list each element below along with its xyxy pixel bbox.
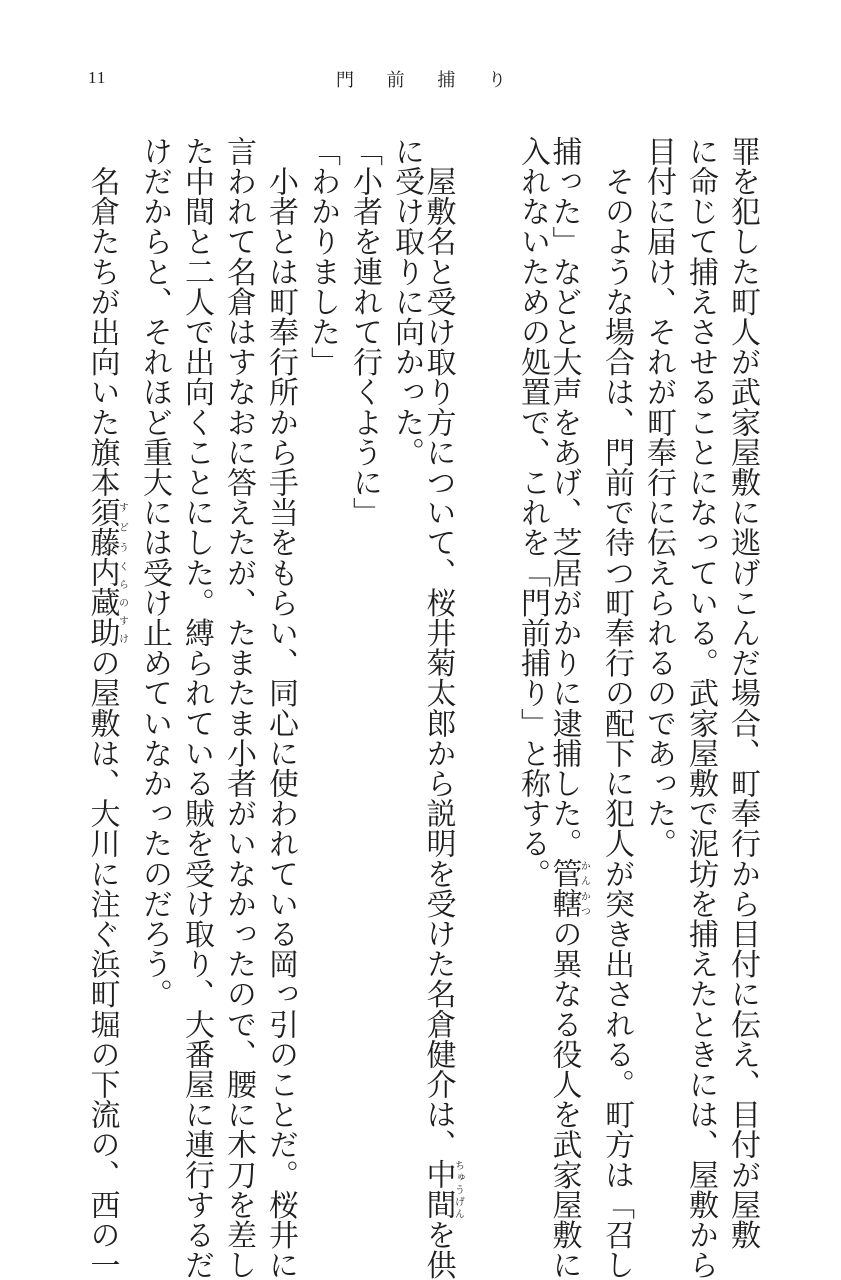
ruby-base: 中間	[420, 1159, 456, 1220]
text-line: 「小者を連れて行くように」	[347, 136, 382, 528]
text-line: 目付に届け、それが町奉行に伝えられるのであった。	[641, 136, 676, 859]
text-line-part: 捕った」などと大声をあげ、芝居がかりに逮捕した。	[546, 136, 582, 859]
text-line: 罪を犯した町人が武家屋敷に逃げこんだ場合、町奉行から目付に伝え、目付が屋敷	[725, 136, 760, 1250]
running-title-char: り	[487, 70, 506, 91]
ruby-chugen	[420, 1159, 464, 1220]
ruby-base: 内蔵助	[84, 557, 120, 648]
text-line-part: そのような場合は、門前で待つ町奉行の配下に犯人が突き出される。町方は「召し	[599, 136, 634, 1280]
page-number: 11	[88, 68, 107, 87]
running-title	[336, 66, 506, 90]
ruby-reading: すどう	[116, 497, 128, 558]
text-line-part: の異なる役人を武家屋敷に	[546, 918, 582, 1280]
text-line: 入れないための処置で、これを「門前捕り」と称する。	[515, 136, 550, 889]
text-line: た中間と二人で出向くことにした。縛られている賊を受け取り、大番屋に連行するだ	[179, 136, 214, 1280]
ruby-reading: ちゅうげん	[452, 1159, 464, 1220]
text-line: 言われて名倉はすなおに答えたが、たまたま小者がいなかったので、腰に木刀を差し	[221, 136, 256, 1280]
text-line	[546, 136, 590, 1280]
text-line: けだからと、それほど重大には受け止めていなかったのだろう。	[137, 136, 172, 1009]
ruby-base: 管轄	[546, 858, 582, 919]
ruby-base: 須藤	[84, 497, 120, 558]
ruby-reading: かんかつ	[578, 858, 590, 919]
text-line	[84, 136, 128, 1280]
ruby-kuranosuke	[84, 557, 128, 648]
text-line: 「わかりました」	[305, 136, 340, 377]
ruby-kankatsu	[546, 858, 590, 919]
text-line	[599, 136, 634, 1280]
running-title-char: 捕	[437, 70, 456, 91]
text-line-part: 屋敷名と受け取り方について、桜井菊太郎から説明を受けた名倉健介は、	[420, 136, 456, 1160]
text-line-part: 名倉たちが出向いた旗本	[84, 136, 120, 498]
text-line: 小者とは町奉行所から手当をもらい、同心に使われている岡っ引のことだ。桜井に	[263, 136, 298, 1280]
ruby-reading: くらのすけ	[116, 557, 128, 648]
text-line-part: を供	[420, 1219, 456, 1280]
text-line	[420, 136, 464, 1280]
text-line: に受け取りに向かった。	[389, 136, 424, 468]
running-title-char: 前	[386, 70, 405, 91]
text-line: に命じて捕えさせることになっている。武家屋敷で泥坊を捕えたときには、屋敷から	[683, 136, 718, 1280]
body-text	[77, 136, 760, 1280]
running-title-char: 門	[336, 70, 354, 91]
text-line-part: の屋敷は、大川に注ぐ浜町堀の下流の、西の一	[84, 647, 120, 1280]
ruby-sudo	[84, 497, 128, 558]
